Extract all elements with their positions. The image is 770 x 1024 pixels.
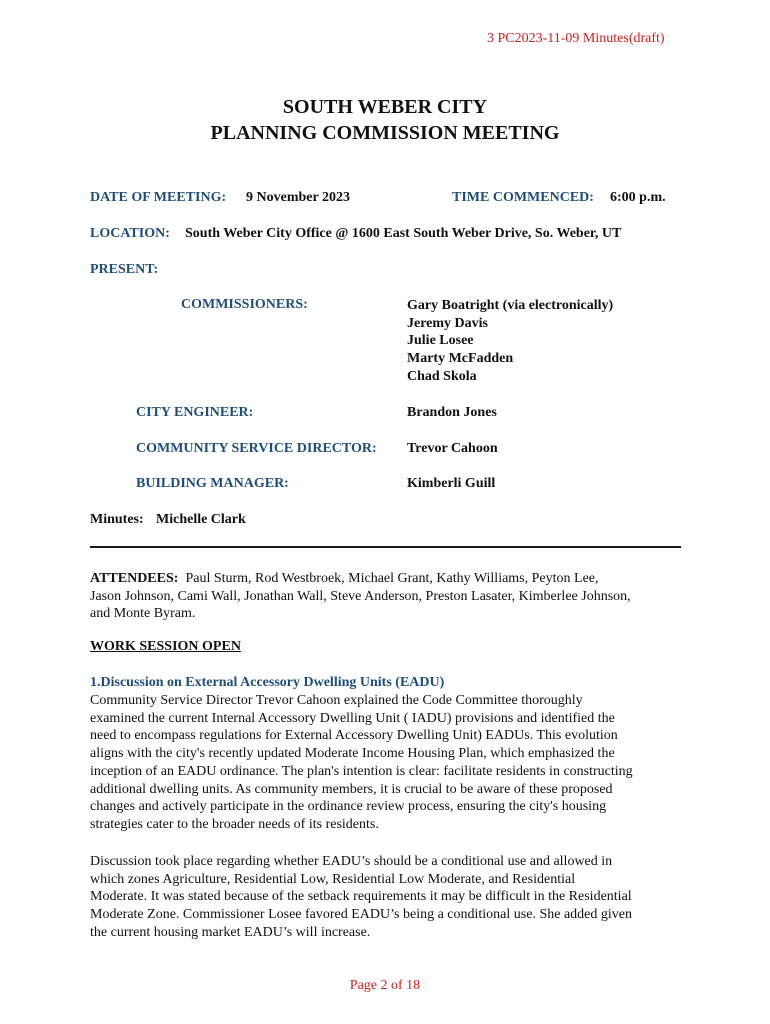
commissioners-list (407, 297, 613, 386)
location-label: LOCATION: (90, 226, 170, 241)
csd-name: Trevor Cahoon (407, 441, 498, 456)
item1-paragraph1 (90, 692, 690, 834)
page-subtitle: PLANNING COMMISSION MEETING (210, 122, 560, 144)
work-session-heading: WORK SESSION OPEN (90, 639, 241, 654)
paragraph-line: Community Service Director Trevor Cahoon explained the Code Committee thoroughly (90, 693, 583, 708)
paragraph-line: Discussion took place regarding whether EADU’s should be a conditional use and allowed in (90, 854, 613, 869)
page-number: Page 2 of 18 (349, 978, 421, 993)
csd-label: COMMUNITY SERVICE DIRECTOR: (136, 441, 377, 456)
attendees-line: Jason Johnson, Cami Wall, Jonathan Wall, Steve Anderson, Preston Lasater, Kimberlee Johnson, (90, 588, 631, 604)
engineer-label: CITY ENGINEER: (136, 405, 254, 420)
paragraph-line: aligns with the city's recently updated Moderate Income Housing Plan, which emphasized the (90, 746, 615, 762)
paragraph-line: Moderate Zone. Commissioner Losee favored EADU’s being a conditional use. She added given (90, 907, 632, 923)
paragraph-line: Moderate. It was stated because of the setback requirements it may be difficult in the Residential (90, 889, 632, 905)
date-value: 9 November 2023 (246, 190, 350, 205)
commissioner-name: Gary Boatright (via electronically) (407, 298, 614, 313)
paragraph-line: inception of an EADU ordinance. The plan's intention is clear: facilitate residents in constructing (90, 763, 633, 779)
commissioner-name: Julie Losee (407, 333, 474, 349)
paragraph-line: changes and actively participate in the ordinance review process, ensuring the city's housing (90, 799, 607, 815)
attendees-block (90, 570, 690, 623)
date-label: DATE OF MEETING: (90, 190, 227, 205)
paragraph-line: the current housing market EADU’s will increase. (90, 924, 371, 940)
commissioner-name: Chad Skola (407, 368, 477, 384)
commissioner-name: Jeremy Davis (407, 315, 488, 331)
paragraph-line: which zones Agriculture, Residential Low, Residential Low Moderate, and Residential (90, 871, 576, 887)
paragraph-line: strategies cater to the broader needs of its residents. (90, 816, 379, 832)
time-label: TIME COMMENCED: (452, 190, 594, 205)
page-title: SOUTH WEBER CITY (282, 96, 488, 118)
commissioner-name: Marty McFadden (407, 351, 514, 367)
item1-heading: 1.Discussion on External Accessory Dwelling Units (EADU) (90, 675, 445, 690)
attendees-line: and Monte Byram. (90, 606, 196, 622)
building-manager-name: Kimberli Guill (407, 476, 496, 491)
minutes-label: Minutes: (90, 512, 144, 527)
document-reference: 3 PC2023-11-09 Minutes(draft) (487, 31, 665, 46)
present-label: PRESENT: (90, 262, 159, 277)
attendees-label: ATTENDEES: (90, 571, 179, 586)
section-divider (90, 546, 681, 548)
time-value: 6:00 p.m. (610, 190, 666, 205)
location-value: South Weber City Office @ 1600 East South Weber Drive, So. Weber, UT (185, 226, 622, 241)
commissioners-label: COMMISSIONERS: (181, 297, 308, 312)
building-manager-label: BUILDING MANAGER: (136, 476, 289, 491)
item1-paragraph2 (90, 853, 690, 942)
paragraph-line: need to encompass regulations for External Accessory Dwelling Unit) EADUs. This evolution (90, 728, 618, 744)
engineer-name: Brandon Jones (407, 405, 497, 420)
paragraph-line: additional dwelling units. As community members, it is crucial to be aware of these proposed (90, 781, 613, 797)
paragraph-line: examined the current Internal Accessory Dwelling Unit ( IADU) provisions and identified the (90, 710, 615, 726)
attendees-line: Paul Sturm, Rod Westbroek, Michael Grant, Kathy Williams, Peyton Lee, (185, 571, 599, 586)
minutes-taker: Michelle Clark (156, 512, 246, 527)
